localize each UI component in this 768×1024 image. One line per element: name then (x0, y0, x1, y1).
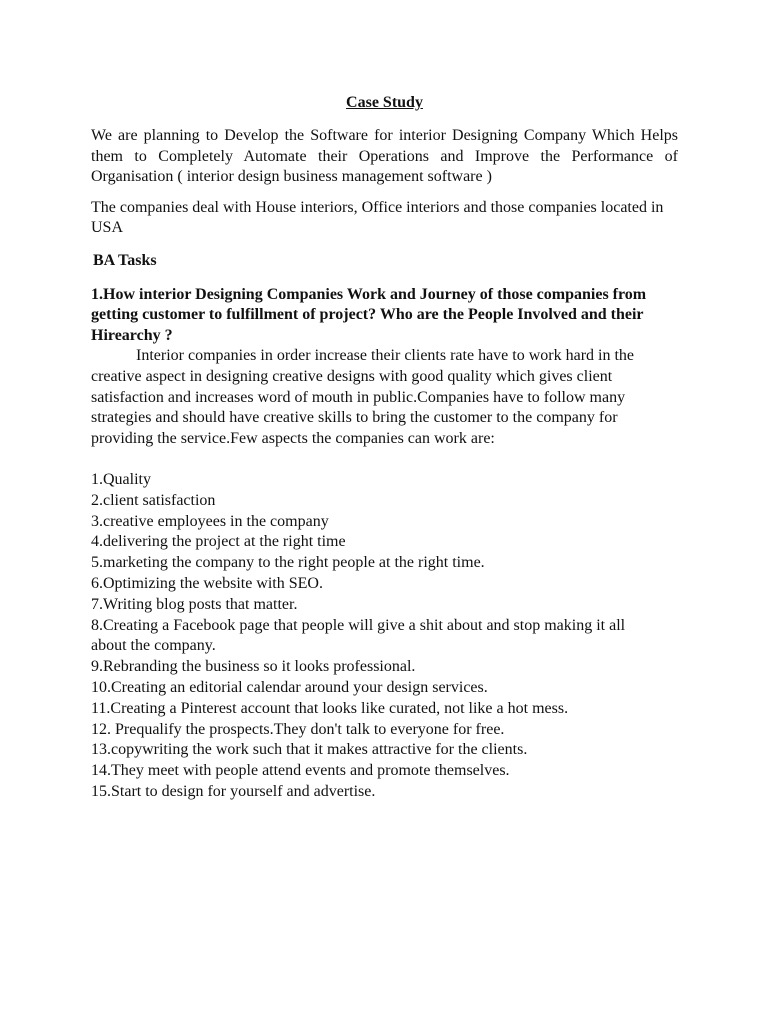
list-item: 9.Rebranding the business so it looks professional. (91, 658, 416, 676)
list-item: 7.Writing blog posts that matter. (91, 595, 298, 613)
companies-paragraph: The companies deal with House interiors, Office interiors and those companies located in USA (91, 198, 664, 236)
list-item: 15.Start to design for yourself and advertise. (91, 782, 376, 800)
list-item: 12. Prequalify the prospects.They don't talk to everyone for free. (91, 720, 505, 738)
question-heading: 1.How interior Designing Companies Work and Journey of those companies from getting customer to fulfillment of project? Who are the People Involved and their Hirearchy ? (91, 285, 647, 344)
list-item: 8.Creating a Facebook page that people will give a shit about and stop making it all about the company. (91, 616, 626, 655)
aspects-list (91, 470, 678, 803)
list-item: 4.delivering the project at the right time (91, 533, 346, 551)
list-item: 11.Creating a Pinterest account that looks like curated, not like a hot mess. (91, 699, 569, 717)
list-item: 13.copywriting the work such that it makes attractive for the clients. (91, 741, 528, 759)
document-title: Case Study (346, 94, 423, 111)
answer-text: Interior companies in order increase their clients rate have to work hard in the creative aspect in designing creative designs with good quality which gives client satisfaction and increases word of mouth in public.Companies have to follow many strategies and should have creative skills to bring the customer to the company for providing the service.Few aspects the companies can work are: (91, 347, 635, 448)
list-item: 10.Creating an editorial calendar around your design services. (91, 678, 488, 696)
section-heading-ba-tasks: BA Tasks (93, 251, 157, 269)
answer-paragraph (91, 346, 678, 450)
list-item: 5.marketing the company to the right people at the right time. (91, 554, 485, 572)
list-item: 2.client satisfaction (91, 491, 216, 509)
intro-paragraph: We are planning to Develop the Software for interior Designing Company Which Helps them to Completely Automate their Operations and Improve the Performance of Organisation ( interior design business management software ) (91, 127, 678, 185)
list-item: 1.Quality (91, 470, 151, 488)
list-item: 6.Optimizing the website with SEO. (91, 574, 323, 592)
list-item: 3.creative employees in the company (91, 512, 329, 530)
list-item: 14.They meet with people attend events and promote themselves. (91, 762, 510, 780)
document-page (91, 93, 678, 803)
